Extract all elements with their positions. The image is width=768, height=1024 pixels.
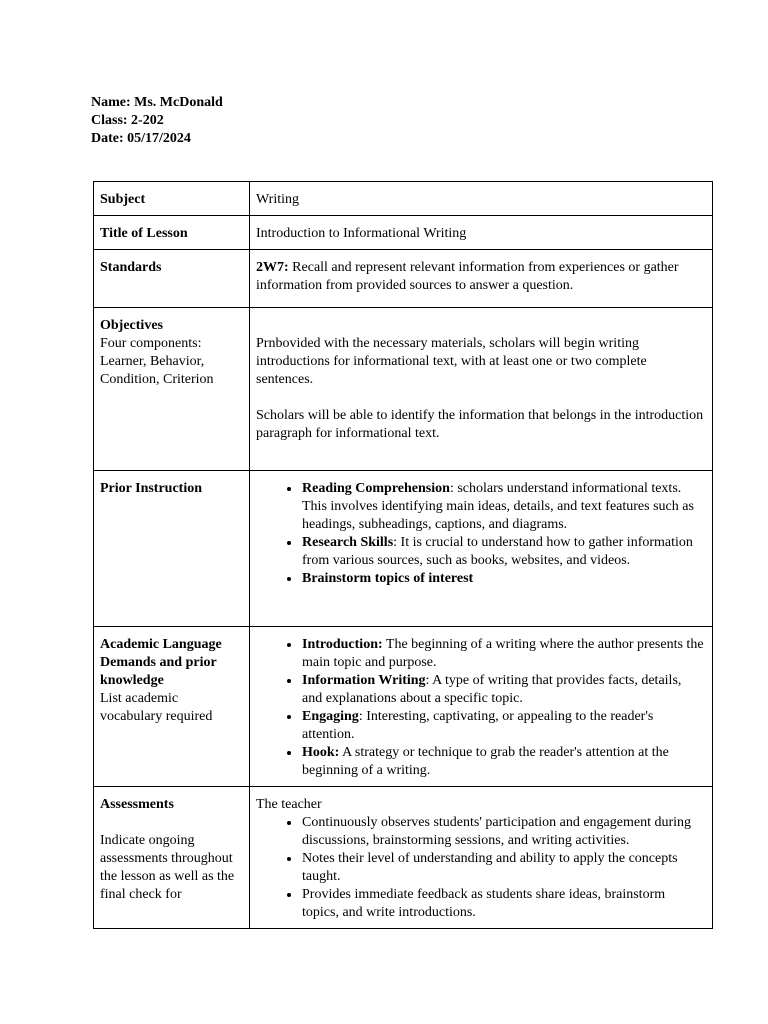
row-subject: [94, 182, 713, 216]
prior-value: [250, 471, 713, 627]
objectives-label: [94, 308, 250, 471]
list-item: [301, 672, 705, 708]
title-label-text: Title of Lesson: [100, 226, 188, 241]
vocab-term: Engaging: [302, 709, 359, 724]
assessments-title: Assessments: [100, 797, 174, 812]
objectives-para1: Prnbovided with the necessary materials, scholars will begin writing introductions for informational text, with at least one or two complete sentences.: [256, 336, 647, 387]
prior-text: : scholars understand informational texts. This involves identifying main ideas, details, and text features such as headings, subheadings, captions, and diagrams.: [302, 481, 694, 532]
row-standards: [94, 250, 713, 308]
row-academic-language: [94, 627, 713, 787]
subject-label-text: Subject: [100, 192, 146, 207]
class-label: Class: 2-202: [91, 113, 164, 128]
standards-value: [250, 250, 713, 308]
objectives-value: [250, 308, 713, 471]
list-item: [301, 708, 705, 744]
vocab-text: : Interesting, captivating, or appealing to the reader's attention.: [302, 709, 654, 742]
title-value: Introduction to Informational Writing: [250, 216, 713, 250]
objectives-para2: Scholars will be able to identify the information that belongs in the introduction paragraph for informational text.: [256, 408, 704, 441]
subject-label: [94, 182, 250, 216]
prior-term: Brainstorm topics of interest: [302, 571, 474, 586]
list-item: [301, 744, 705, 780]
academic-list: [256, 636, 705, 780]
title-label: [94, 216, 250, 250]
assessments-sub: Indicate ongoing assessments throughout the lesson as well as the final check for: [100, 833, 235, 902]
assessments-intro: The teacher: [256, 797, 322, 812]
vocab-term: Information Writing: [302, 673, 426, 688]
list-item: • Continuously observes students' participation and engagement during discussions, brainstorming sessions, and writing activities.: [301, 814, 705, 850]
academic-title: Academic Language Demands and prior knowledge: [100, 637, 222, 688]
date-label: Date: 05/17/2024: [91, 131, 191, 146]
academic-label: [94, 627, 250, 787]
list-item: • Provides immediate feedback as students share ideas, brainstorm topics, and write introductions.: [301, 886, 705, 922]
lesson-header: [91, 94, 223, 148]
prior-list: [256, 480, 705, 588]
row-title: [94, 216, 713, 250]
row-objectives: [94, 308, 713, 471]
objectives-sub1: Four components:: [100, 336, 202, 351]
teacher-name: Name: Ms. McDonald: [91, 95, 223, 110]
row-assessments: [94, 787, 713, 929]
objectives-sub2: Learner, Behavior, Condition, Criterion: [100, 354, 214, 387]
row-prior-instruction: [94, 471, 713, 627]
objectives-title: Objectives: [100, 318, 163, 333]
prior-term: Reading Comprehension: [302, 481, 450, 496]
assessments-label: [94, 787, 250, 929]
prior-term: Research Skills: [302, 535, 394, 550]
list-item: [301, 534, 705, 570]
vocab-text: : A type of writing that provides facts, details, and explanations about a specific topic.: [302, 673, 682, 706]
list-item: [301, 636, 705, 672]
vocab-text: The beginning of a writing where the author presents the main topic and purpose.: [302, 637, 704, 670]
academic-sub: List academic vocabulary required: [100, 691, 213, 724]
standards-text: Recall and represent relevant information from experiences or gather information from provided sources to answer a question.: [256, 260, 679, 293]
list-item: [301, 570, 705, 588]
prior-label-text: Prior Instruction: [100, 481, 203, 496]
assessments-list: [256, 814, 705, 922]
vocab-text: A strategy or technique to grab the reader's attention at the beginning of a writing.: [302, 745, 669, 778]
subject-value: Writing: [250, 182, 713, 216]
vocab-term: Hook:: [302, 745, 340, 760]
assessments-value: [250, 787, 713, 929]
standards-label-text: Standards: [100, 260, 162, 275]
prior-label: [94, 471, 250, 627]
list-item: • Notes their level of understanding and ability to apply the concepts taught.: [301, 850, 705, 886]
prior-text: : It is crucial to understand how to gather information from various sources, such as books, websites, and videos.: [302, 535, 693, 568]
vocab-term: Introduction:: [302, 637, 383, 652]
academic-value: [250, 627, 713, 787]
list-item: [301, 480, 705, 534]
standards-code: 2W7:: [256, 260, 289, 275]
lesson-plan-table: [93, 181, 713, 929]
standards-label: [94, 250, 250, 308]
